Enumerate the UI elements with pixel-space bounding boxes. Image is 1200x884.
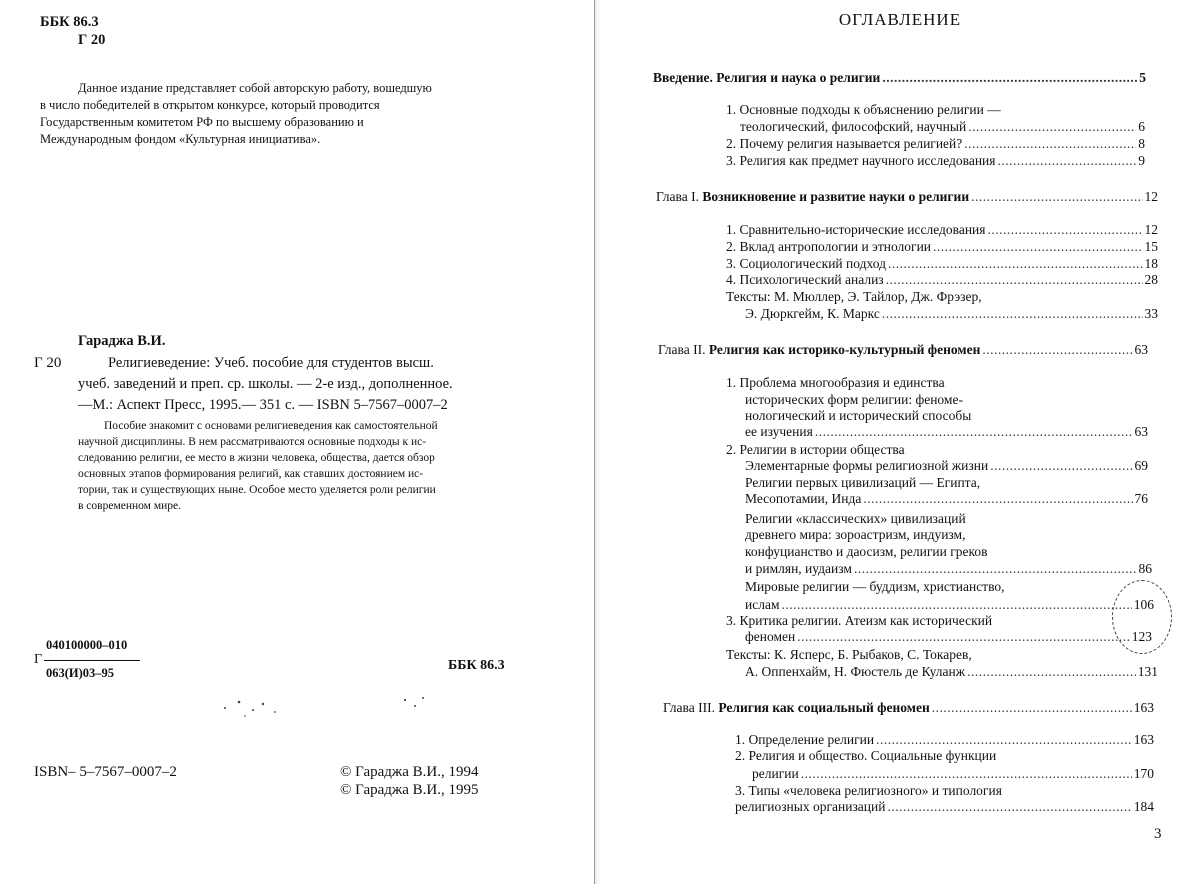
leader-dots [982, 342, 1132, 358]
leader-dots [932, 700, 1132, 716]
annotation-line-4: основных этапов формирования религий, как ставших достоянием ис- [78, 468, 424, 480]
toc-ch2-3 [745, 629, 1152, 645]
toc-intro-2 [726, 136, 1145, 152]
toc-chapter-title: Религия как социальный феномен [718, 700, 930, 715]
fraction-denominator: 063(И)03–95 [46, 666, 115, 680]
toc-chapter-prefix: Глава II. [658, 342, 706, 357]
toc-page-number: 106 [1133, 597, 1154, 612]
toc-ch3-1 [735, 732, 1154, 748]
toc-page-number: 131 [1137, 664, 1158, 679]
toc-page-number: 28 [1144, 272, 1158, 287]
copyright-1995: © Гараджа В.И., 1995 [340, 782, 479, 798]
toc-entry-text: ислам [745, 597, 780, 612]
bbk-code-bottom: ББК 86.3 [448, 658, 505, 673]
toc-ch2-1-line2: исторических форм религии: феноме- [745, 392, 963, 407]
toc-chapter-3 [663, 700, 1154, 716]
toc-page-number: 6 [1138, 119, 1145, 134]
toc-ch1-texts [745, 306, 1158, 322]
toc-ch2-2c-line3: конфуцианство и даосизм, религии греков [745, 544, 988, 559]
toc-ch1-4 [726, 272, 1158, 288]
annotation-line-2: научной дисциплины. В нем рассматриваются основные подходы к ис- [78, 436, 427, 448]
leader-dots [997, 153, 1136, 169]
toc-intro-1 [740, 119, 1145, 135]
toc-entry-text: Э. Дюркгейм, К. Маркс [745, 306, 880, 321]
leader-dots [886, 272, 1143, 288]
annotation-line-1: Пособие знакомит с основами религиеведения как самостоятельной [104, 420, 438, 432]
toc-ch2-2b-line1: Религии первых цивилизаций — Египта, [745, 475, 981, 490]
author-mark: Г 20 [34, 355, 62, 371]
toc-entry-text: 2. Вклад антропологии и этнологии [726, 239, 932, 254]
toc-ch3-3 [735, 799, 1154, 815]
fraction-prefix: Г [34, 652, 43, 667]
toc-page-number: 5 [1139, 70, 1146, 85]
toc-ch3-2 [752, 766, 1154, 782]
toc-intro-heading [653, 70, 1146, 86]
toc-entry-text: 1. Определение религии [735, 732, 875, 747]
toc-page-number: 163 [1133, 732, 1154, 747]
toc-chapter-1 [656, 189, 1158, 205]
toc-ch1-3 [726, 256, 1158, 272]
toc-intro-3 [726, 153, 1145, 169]
toc-page-number: 12 [1144, 222, 1158, 237]
intro-line-2: в число победителей в открытом конкурсе, который проводится [40, 98, 380, 112]
leader-dots [882, 70, 1137, 86]
toc-entry-text: 1. Сравнительно-исторические исследования [726, 222, 986, 237]
toc-page-number: 18 [1144, 256, 1158, 271]
annotation-line-6: в современном мире. [78, 500, 181, 512]
author-mark-top: Г 20 [78, 32, 106, 48]
toc-ch3-3-line1: 3. Типы «человека религиозного» и типология [735, 783, 1002, 798]
intro-line-4: Международным фондом «Культурная инициатива». [40, 132, 321, 146]
author-name: Гараджа В.И. [78, 333, 166, 349]
leader-dots [797, 629, 1130, 645]
toc-intro-heading-text: Введение. Религия и наука о религии [653, 70, 881, 85]
toc-title: ОГЛАВЛЕНИЕ [838, 10, 962, 29]
toc-page-number: 63 [1134, 342, 1148, 357]
toc-ch2-2d [745, 597, 1154, 613]
toc-ch2-2c [745, 561, 1152, 577]
toc-ch3-2-line1: 2. Религия и общество. Социальные функции [735, 748, 997, 763]
leader-dots [815, 424, 1133, 440]
toc-chapter-title: Религия как историко-культурный феномен [708, 342, 981, 357]
toc-ch1-texts-line1: Тексты: М. Мюллер, Э. Тайлор, Дж. Фрэзер, [726, 289, 982, 304]
toc-page-number: 12 [1144, 189, 1158, 204]
toc-entry-text: феномен [745, 629, 796, 644]
toc-chapter-title: Возникновение и развитие науки о религии [702, 189, 970, 204]
toc-page-number: 15 [1144, 239, 1158, 254]
toc-ch2-texts [745, 664, 1158, 680]
biblio-line-2: учеб. заведений и преп. ср. школы. — 2-е изд., дополненное. [78, 376, 453, 392]
pencil-circle-mark [1112, 580, 1172, 654]
fraction-numerator: 040100000–010 [46, 638, 128, 652]
toc-page-number: 33 [1144, 306, 1158, 321]
toc-page-number: 63 [1134, 424, 1148, 439]
toc-page-number: 8 [1138, 136, 1145, 151]
toc-ch1-2 [726, 239, 1158, 255]
toc-entry-text: А. Оппенхайм, Н. Фюстель де Куланж [745, 664, 966, 679]
toc-ch2-1-line1: 1. Проблема многообразия и единства [726, 375, 945, 390]
toc-chapter-prefix: Глава I. [656, 189, 699, 204]
toc-page-number: 86 [1138, 561, 1152, 576]
leader-dots [782, 597, 1132, 613]
biblio-line-3: —М.: Аспект Пресс, 1995.— 351 с. — ISBN 5–7567–0007–2 [78, 397, 448, 413]
toc-chapter-prefix: Глава III. [663, 700, 715, 715]
leader-dots [964, 136, 1136, 152]
leader-dots [887, 799, 1131, 815]
leader-dots [987, 222, 1142, 238]
toc-entry-text: теологический, философский, научный [740, 119, 967, 134]
copyright-1994: © Гараджа В.И., 1994 [340, 764, 479, 780]
leader-dots [854, 561, 1137, 577]
toc-page-number: 184 [1133, 799, 1154, 814]
toc-page-number: 163 [1133, 700, 1154, 715]
toc-entry-text: и римлян, иудаизм [745, 561, 852, 576]
intro-line-3: Государственным комитетом РФ по высшему образованию и [40, 115, 364, 129]
annotation-line-3: следованию религии, ее место в жизни человека, общества, дается обзор [78, 452, 435, 464]
toc-ch2-2c-line2: древнего мира: зороастризм, индуизм, [745, 527, 966, 542]
toc-intro-1-line1: 1. Основные подходы к объяснению религии — [726, 102, 1001, 117]
leader-dots [933, 239, 1142, 255]
toc-page-number: 170 [1133, 766, 1154, 781]
toc-page-number: 9 [1138, 153, 1145, 168]
toc-ch2-texts-line1: Тексты: К. Ясперс, Б. Рыбаков, С. Токарев, [726, 647, 972, 662]
intro-line-1: Данное издание представляет собой авторскую работу, вошедшую [78, 81, 432, 95]
leader-dots [801, 766, 1132, 782]
toc-entry-text: 2. Почему религия называется религией? [726, 136, 963, 151]
leader-dots [990, 458, 1132, 474]
isbn: ISBN– 5–7567–0007–2 [34, 764, 177, 780]
leader-dots [882, 306, 1143, 322]
imprint-page [0, 0, 594, 884]
toc-page-number: 76 [1134, 491, 1148, 506]
toc-page [600, 0, 1200, 884]
leader-dots [876, 732, 1132, 748]
leader-dots [863, 491, 1132, 507]
toc-entry-text: Элементарные формы религиозной жизни [745, 458, 989, 473]
toc-entry-text: 4. Психологический анализ [726, 272, 884, 287]
fraction-bar [44, 660, 140, 661]
toc-ch1-1 [726, 222, 1158, 238]
toc-page-number: 69 [1134, 458, 1148, 473]
toc-ch2-1-line3: нологический и исторический способы [745, 408, 972, 423]
toc-entry-text: ее изучения [745, 424, 813, 439]
printer-specks [205, 690, 445, 730]
toc-ch2-1 [745, 424, 1148, 440]
toc-entry-text: Месопотамии, Инда [745, 491, 862, 506]
toc-ch2-2d-line1: Мировые религии — буддизм, христианство, [745, 579, 1005, 594]
toc-entry-text: 3. Религия как предмет научного исследования [726, 153, 996, 168]
toc-ch2-2b [745, 491, 1148, 507]
bbk-code-top: ББК 86.3 [40, 14, 99, 30]
toc-ch2-3-line1: 3. Критика религии. Атеизм как исторический [726, 613, 993, 628]
leader-dots [967, 664, 1136, 680]
toc-ch2-2c-line1: Религии «классических» цивилизаций [745, 511, 966, 526]
leader-dots [968, 119, 1136, 135]
toc-entry-text: 3. Социологический подход [726, 256, 886, 271]
toc-ch2-2a [745, 458, 1148, 474]
biblio-line-1: Религиеведение: Учеб. пособие для студентов высш. [108, 355, 434, 371]
toc-ch2-2-heading: 2. Религии в истории общества [726, 442, 905, 457]
page-number: 3 [1154, 826, 1162, 842]
annotation-line-5: тории, так и существующих ныне. Особое место уделяется роли религии [78, 484, 436, 496]
toc-chapter-2 [658, 342, 1148, 358]
toc-page-number: 123 [1131, 629, 1152, 644]
leader-dots [888, 256, 1143, 272]
leader-dots [971, 189, 1142, 205]
toc-entry-text: религиозных организаций [735, 799, 886, 814]
toc-entry-text: религии [752, 766, 799, 781]
